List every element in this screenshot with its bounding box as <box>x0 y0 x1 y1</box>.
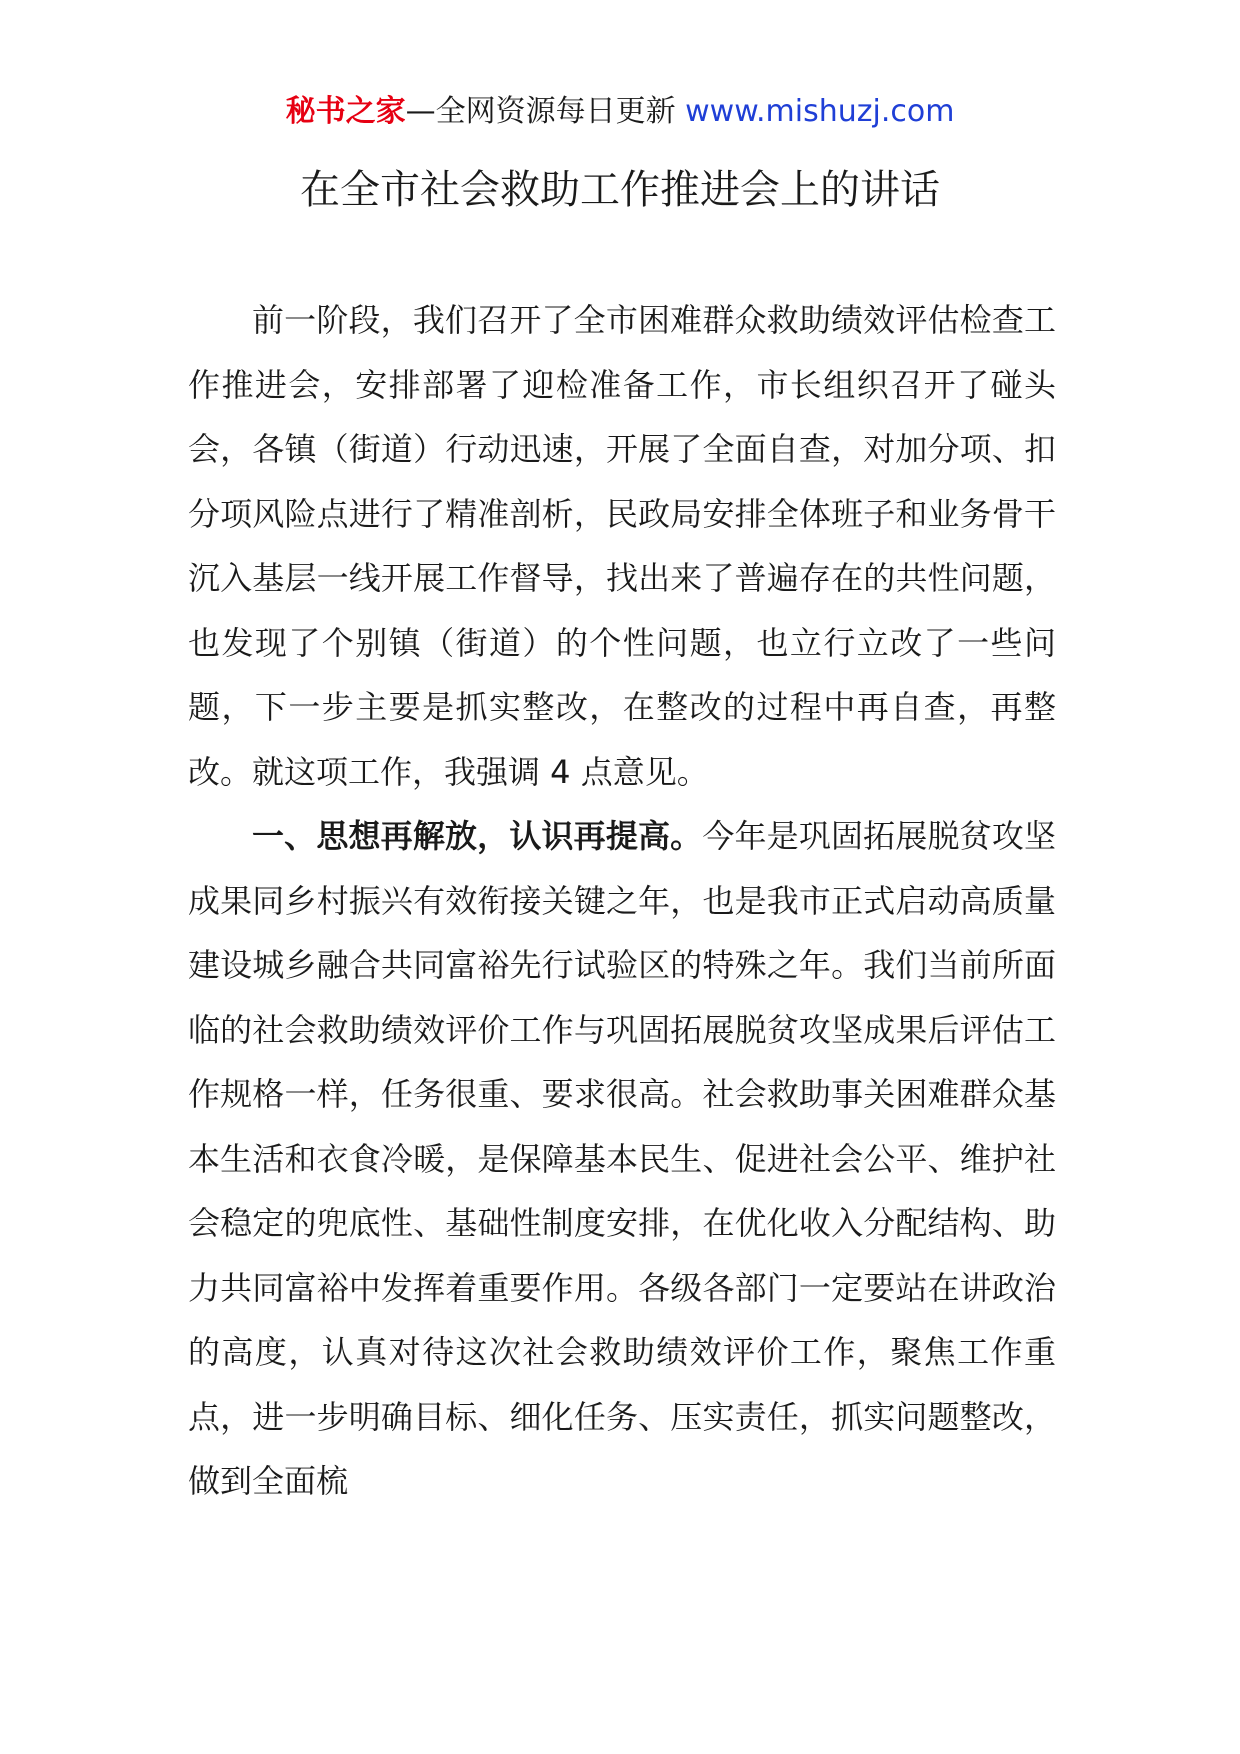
paragraph-text: 前一阶段，我们召开了全市困难群众救助绩效评估检查工作推进会，安排部署了迎检准备工作，市长组织召开了碰头会，各镇（街道）行动迅速，开展了全面自查，对加分项、扣分项风险点进行了精准剖析，民政局安排全体班子和业务骨干沉入基层一线开展工作督导，找出来了普遍存在的共性问题，也发现了个别镇（街道）的个性问题，也立行立改了一些问题，下一步主要是抓实整改，在整改的过程中再自查，再整改。就这项工作，我强调 4 点意见。 <box>188 301 1056 791</box>
site-slogan: —全网资源每日更新 <box>405 94 686 129</box>
paragraph-intro <box>188 288 1056 804</box>
section-heading: 一、思想再解放，认识再提高。 <box>252 817 703 855</box>
paragraph-text: 今年是巩固拓展脱贫攻坚成果同乡村振兴有效衔接关键之年，也是我市正式启动高质量建设城乡融合共同富裕先行试验区的特殊之年。我们当前所面临的社会救助绩效评价工作与巩固拓展脱贫攻坚成果后评估工作规格一样，任务很重、要求很高。社会救助事关困难群众基本生活和衣食冷暖，是保障基本民生、促进社会公平、维护社会稳定的兜底性、基础性制度安排，在优化收入分配结构、助力共同富裕中发挥着重要作用。各级各部门一定要站在讲政治的高度，认真对待这次社会救助绩效评价工作，聚焦工作重点，进一步明确目标、细化任务、压实责任，抓实问题整改，做到全面梳 <box>188 817 1056 1500</box>
document-body <box>188 288 1056 1514</box>
site-url-link[interactable]: www.mishuzj.com <box>685 94 955 129</box>
document-title: 在全市社会救助工作推进会上的讲话 <box>300 167 940 213</box>
paragraph-section-one <box>188 804 1056 1514</box>
site-header <box>0 92 1240 132</box>
brand-name: 秘书之家 <box>285 94 406 129</box>
